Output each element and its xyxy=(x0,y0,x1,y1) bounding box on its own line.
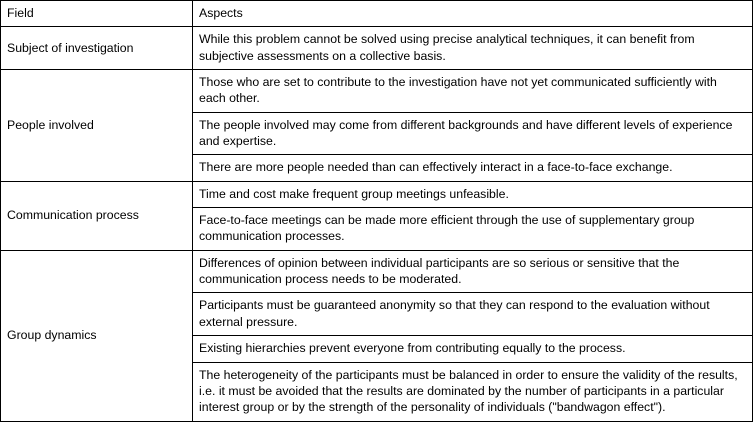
field-group-dynamics: Group dynamics xyxy=(1,250,193,421)
table-header-row xyxy=(1,1,753,27)
table-body xyxy=(1,27,753,421)
table-row xyxy=(1,27,753,70)
aspect-cell: The people involved may come from different backgrounds and have different levels of experience and expertise. xyxy=(193,112,753,155)
column-header-field: Field xyxy=(1,1,193,27)
table-row xyxy=(1,181,753,207)
aspect-cell: Participants must be guaranteed anonymity so that they can respond to the evaluation without external pressure. xyxy=(193,293,753,336)
aspect-cell: Time and cost make frequent group meetings unfeasible. xyxy=(193,181,753,207)
table-header xyxy=(1,1,753,27)
aspect-cell: Existing hierarchies prevent everyone from contributing equally to the process. xyxy=(193,336,753,362)
field-people-involved: People involved xyxy=(1,70,193,182)
aspect-cell: The heterogeneity of the participants must be balanced in order to ensure the validity of the results, i.e. it must be avoided that the results are dominated by the number of participants in a particular interest group or by the strength of the personality of individuals ("bandwagon effect"). xyxy=(193,362,753,421)
table-row xyxy=(1,250,753,293)
field-subject-of-investigation: Subject of investigation xyxy=(1,27,193,70)
aspect-cell: Face-to-face meetings can be made more efficient through the use of supplementary group communication processes. xyxy=(193,208,753,251)
aspect-cell: Differences of opinion between individual participants are so serious or sensitive that the communication process needs to be moderated. xyxy=(193,250,753,293)
table-row xyxy=(1,70,753,113)
column-header-aspects: Aspects xyxy=(193,1,753,27)
aspect-cell: While this problem cannot be solved using precise analytical techniques, it can benefit from subjective assessments on a collective basis. xyxy=(193,27,753,70)
field-communication-process: Communication process xyxy=(1,181,193,250)
aspect-cell: Those who are set to contribute to the investigation have not yet communicated sufficiently with each other. xyxy=(193,70,753,113)
aspect-cell: There are more people needed than can effectively interact in a face-to-face exchange. xyxy=(193,155,753,181)
